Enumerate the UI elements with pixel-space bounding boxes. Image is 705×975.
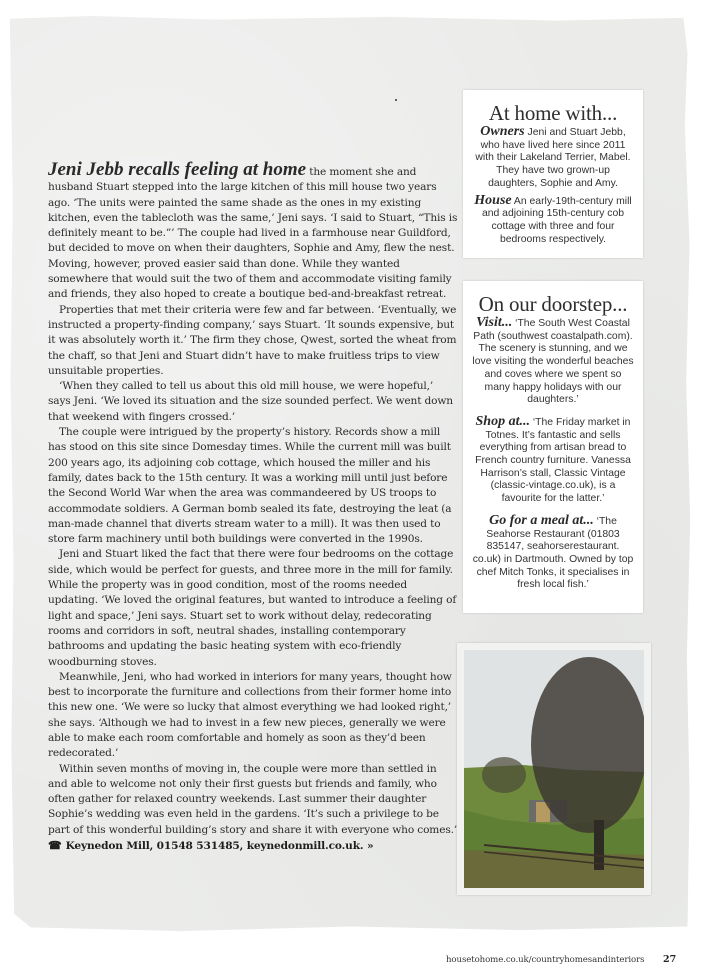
photo-oak-canopy bbox=[531, 657, 644, 833]
contact-text[interactable]: Keynedon Mill, 01548 531485, keynedonmill.co.uk. bbox=[65, 840, 364, 853]
owners-text: Jeni and Stuart Jebb, who have lived here since 2011 with their Lakeland Terrier, Mabel. They have two grown-up daughters, Sophie and Amy. bbox=[475, 127, 631, 189]
house-text: An early-19th-century mill and adjoining 15th-century cob cottage with three and four bedrooms respectively. bbox=[481, 195, 632, 245]
visit-text: ‘The South West Coastal Path (southwest coastalpath.com). The scenery is stunning, and we love visiting the wonderful beaches and coves where we spent so many happy holidays with our daughters.’ bbox=[472, 318, 634, 406]
meal-text: ‘The Seahorse Restaurant (01803 835147, seahorserestaurant. co.uk) in Dartmouth. Owned by top chef Mitch Tonks, it specialises in fresh local fish.’ bbox=[472, 515, 634, 591]
continue-mark: » bbox=[366, 840, 374, 853]
article-paragraph-4: The couple were intrigued by the property’s history. Records show a mill has stood on this site since Domesday times. While the current mill was built 200 years ago, its adjoining cob cottage, which housed the miller and his family, dates back to the 15th century. It was a working mill until just before the Second World War when the area was commandeered by US troops to accommodate soldiers. A German bomb sealed its fate, destroying the leat (a man-made channel that diverts stream water to a mill). It was then used to store farm machinery until both buildings were converted in the 1990s. bbox=[48, 426, 452, 546]
article-lead: Jeni Jebb recalls feeling at home bbox=[48, 159, 307, 180]
at-home-house bbox=[471, 192, 635, 247]
photo-bare-tree bbox=[482, 757, 526, 793]
on-our-doorstep-box bbox=[463, 281, 643, 613]
doorstep-meal bbox=[471, 512, 635, 592]
article-paragraph-1-text: the moment she and husband Stuart stepped into the large kitchen of this mill house two years ago. ‘The units were painted the same shade as the ones in my existing kitchen, even the tablecloth was the same,’ Jeni says. ‘I said to Stuart, “This is definitely meant to be.”’ The couple had lived in a farmhouse near Guildford, but decided to move on when their daughters, Sophie and Amy, flew the nest. Moving, however, proved easier said than done. While they wanted somewhere that would suit the two of them and accommodate visiting family and friends, they also hoped to create a boutique bed-and-breakfast retreat. bbox=[48, 166, 458, 301]
ink-speck bbox=[395, 99, 397, 101]
telephone-icon: ☎ bbox=[48, 839, 62, 853]
landscape-photo-image bbox=[464, 650, 644, 888]
landscape-photo bbox=[457, 643, 651, 895]
article-paragraph-1 bbox=[48, 159, 458, 303]
article-paragraph-7: Within seven months of moving in, the couple were more than settled in and able to welcome not only their first guests but friends and family, who often gather for relaxed country weekends. Last summer their daughter Sophie’s wedding was even held in the gardens. ‘It’s such a privilege to be part of this wonderful building’s story and share it with everyone who comes.’ bbox=[48, 762, 458, 836]
doorstep-box-title: On our doorstep... bbox=[478, 292, 628, 316]
shop-keyword: Shop at... bbox=[475, 413, 530, 429]
article-body bbox=[48, 159, 458, 854]
photo-foreground bbox=[464, 850, 644, 888]
doorstep-visit bbox=[471, 317, 635, 407]
page-number: 27 bbox=[663, 954, 677, 965]
article-paragraph-6: Meanwhile, Jeni, who had worked in interiors for many years, thought how best to incorporate the furniture and collections from their former home into this new one. ‘We were so lucky that almost everything we had looked right,’ she says. ‘Although we had to invest in a few new pieces, generally we were able to make each room comfortable and homely as soon as they’d been redecorated.’ bbox=[48, 670, 452, 760]
at-home-with-box bbox=[463, 90, 643, 258]
doorstep-shop bbox=[471, 413, 635, 506]
visit-keyword: Visit... bbox=[476, 315, 513, 330]
meal-keyword: Go for a meal at... bbox=[489, 512, 594, 528]
at-home-box-title: At home with... bbox=[488, 101, 618, 125]
article-paragraph-2: Properties that met their criteria were few and far between. ‘Eventually, we instructed a property-finding company,’ says Stuart. ‘It sounds expensive, but it was absolutely worth it.’ The firm they chose, Qwest, sorted the wheat from the chaff, so that Jeni and Stuart didn’t have to make fruitless trips to view unsuitable properties. bbox=[48, 303, 457, 377]
footer-url[interactable]: housetohome.co.uk/countryhomesandinteriors bbox=[446, 955, 645, 965]
owners-keyword: Owners bbox=[480, 124, 525, 139]
article-paragraph-5: Jeni and Stuart liked the fact that there were four bedrooms on the cottage side, which would be perfect for guests, and three more in the mill for family. While the property was in good condition, most of the rooms needed updating. ‘We loved the original features, but wanted to introduce a feeling of light and space,’ Jeni says. Stuart set to work without delay, redecorating rooms and corridors in soft, neutral shades, installing contemporary bathrooms and updating the basic heating system with eco-friendly woodburning stoves. bbox=[48, 548, 457, 668]
article-paragraph-3: ‘When they called to tell us about this old mill house, we were hopeful,’ says Jeni. ‘We loved its situation and the size sounded perfect. We went down that weekend with fingers crossed.’ bbox=[48, 380, 453, 423]
shop-text: ‘The Friday market in Totnes. It’s fantastic and sells everything from artisan bread to French country furniture. Vanessa Harrison’s stall, Classic Vintage (classic-vintage.co.uk), is a favourite for the latter.’ bbox=[475, 416, 631, 505]
contact-line bbox=[48, 838, 458, 854]
at-home-owners bbox=[471, 126, 635, 191]
house-keyword: House bbox=[474, 192, 512, 208]
